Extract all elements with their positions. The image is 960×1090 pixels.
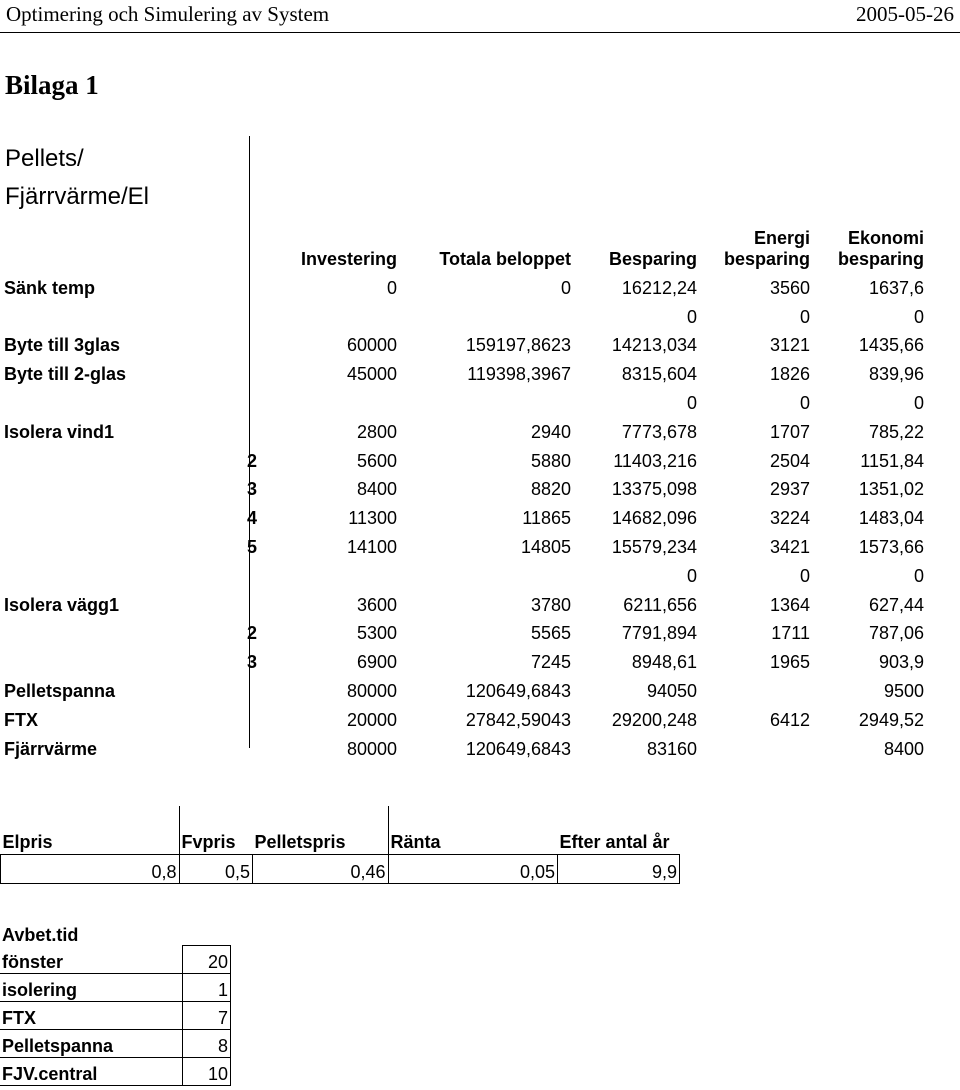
cell-num [184,356,261,385]
cell-num: 4 [246,508,257,529]
table-row [0,414,926,443]
param-header-elpris: Elpris [2,832,53,852]
payback-row [0,1058,231,1086]
param-header-pelletspris: Pelletspris [254,832,346,852]
cell-label: Isolera vind1 [4,421,115,442]
cell-en: 0 [799,565,810,586]
cell-tot: 5880 [530,450,571,471]
payback-row [0,1030,231,1058]
cell-bes: 15579,234 [611,536,697,557]
cell-inv: 0 [386,277,397,298]
param-header-ranta: Ränta [388,806,558,855]
payback-label: FJV.central [0,1058,183,1086]
cell-num [184,270,261,299]
cell-inv: 14100 [346,536,397,557]
cell-en [699,731,812,760]
cell-en: 1826 [769,364,810,385]
cell-num [184,731,261,760]
cell-label: Byte till 3glas [4,335,121,356]
table-row [0,587,926,616]
payback-label: fönster [0,946,183,974]
payback-row [0,946,231,974]
cell-inv [261,299,399,328]
payback-label: FTX [0,1002,183,1030]
cell-bes: 29200,248 [611,709,697,730]
parameters-table [0,806,680,884]
document-date: 2005-05-26 [856,2,954,26]
cell-num: 3 [246,479,257,500]
cell-en [699,673,812,702]
payback-value: 7 [183,1002,231,1030]
cell-inv: 80000 [346,680,397,701]
cell-tot: 14805 [520,536,571,557]
cell-tot: 119398,3967 [467,364,571,385]
cell-label [0,558,184,587]
cell-bes: 6211,656 [623,594,697,615]
cell-en: 1965 [769,652,810,673]
payback-table [0,918,231,1086]
cell-label: Isolera vägg1 [4,594,120,615]
payback-label: Pelletspanna [0,1030,183,1058]
cell-en: 2504 [769,450,810,471]
cell-inv [261,385,399,414]
cell-tot: 120649,6843 [465,680,571,701]
cell-bes: 14213,034 [611,335,697,356]
table-row [0,299,926,328]
payback-row [0,1002,231,1030]
cell-ek: 0 [913,565,924,586]
section-title-line1: Pellets/ [5,145,84,172]
table-row [0,443,926,472]
table-row [0,472,926,501]
cell-label [0,529,184,558]
header-besparing: Besparing [608,249,697,269]
cell-label [0,472,184,501]
cell-bes: 16212,24 [621,277,697,298]
cell-tot: 0 [560,277,571,298]
cell-tot [399,558,573,587]
cell-ek: 8400 [883,738,924,759]
header-investering: Investering [300,249,397,269]
payback-title: Avbet.tid [2,924,79,945]
cell-en: 3224 [769,508,810,529]
cell-en: 3121 [769,335,810,356]
table-row [0,529,926,558]
cell-label [0,299,184,328]
payback-row [0,974,231,1002]
cell-ek: 903,9 [878,652,924,673]
table-row [0,644,926,673]
cell-num [184,328,261,357]
page-header [0,0,960,33]
cell-ek: 839,96 [868,364,924,385]
payback-value: 20 [183,946,231,974]
cell-ek: 1435,66 [858,335,924,356]
cell-inv: 6900 [356,652,397,673]
cell-ek: 1151,84 [860,450,924,471]
cell-ek: 1637,6 [868,277,924,298]
cell-tot: 2940 [530,421,571,442]
param-ranta: 0,05 [388,855,558,884]
cell-ek: 2949,52 [858,709,924,730]
cell-inv [261,558,399,587]
table-row [0,385,926,414]
cell-inv: 8400 [356,479,397,500]
cell-ek: 0 [913,392,924,413]
table-row [0,673,926,702]
cell-num: 2 [246,450,257,471]
appendix-heading: Bilaga 1 [5,70,99,100]
cell-label: Fjärrvärme [4,738,98,759]
cell-bes: 0 [686,565,697,586]
cell-en: 0 [799,306,810,327]
cell-num [184,702,261,731]
cell-ek: 0 [913,306,924,327]
payback-value: 8 [183,1030,231,1058]
table-row [0,500,926,529]
header-energi: Energi besparing [723,228,810,269]
param-elpris: 0,8 [1,855,180,884]
param-header-fvpris: Fvpris [179,806,253,855]
parameters-values-row [1,855,680,884]
table-row [0,731,926,760]
cell-num [184,414,261,443]
param-pelletspris: 0,46 [253,855,389,884]
cell-inv: 2800 [356,421,397,442]
cell-tot [399,385,573,414]
section-title [5,140,149,216]
cell-tot: 159197,8623 [465,335,571,356]
cell-inv: 11300 [348,508,397,529]
param-header-efter: Efter antal år [559,832,670,852]
payback-header-row [0,918,231,946]
cell-tot: 120649,6843 [465,738,571,759]
cell-label [0,616,184,645]
cell-ek: 1573,66 [858,536,924,557]
cell-bes: 13375,098 [611,479,697,500]
cell-bes: 83160 [646,738,697,759]
param-fvpris: 0,5 [179,855,253,884]
cell-bes: 94050 [646,680,697,701]
header-totala: Totala beloppet [439,249,571,269]
cell-inv: 3600 [356,594,397,615]
cell-tot: 11865 [522,508,571,529]
cell-tot: 8820 [530,479,571,500]
cell-ek: 1351,02 [858,479,924,500]
cell-en: 0 [799,392,810,413]
cell-label: Sänk temp [4,277,96,298]
cell-tot: 7245 [530,652,571,673]
cell-en: 1707 [769,421,810,442]
cell-num [184,673,261,702]
cell-inv: 5300 [356,623,397,644]
cell-en: 6412 [769,709,810,730]
cell-bes: 8948,61 [631,652,697,673]
cell-en: 1364 [769,594,810,615]
parameters-header-row [1,806,680,855]
table-row [0,616,926,645]
cell-label [0,443,184,472]
cell-label [0,644,184,673]
savings-table [0,212,926,760]
param-efter-antal-ar: 9,9 [558,855,680,884]
cell-inv: 20000 [346,709,397,730]
cell-inv: 45000 [346,364,397,385]
cell-ek: 627,44 [868,594,924,615]
table-row [0,558,926,587]
document-title: Optimering och Simulering av System [6,2,330,26]
table-row [0,270,926,299]
cell-tot: 5565 [530,623,571,644]
cell-inv: 60000 [346,335,397,356]
cell-bes: 7791,894 [621,623,697,644]
cell-label [0,500,184,529]
cell-num [184,558,261,587]
cell-num: 3 [246,652,257,673]
cell-num [184,385,261,414]
section-title-line2: Fjärrvärme/El [5,183,150,210]
cell-en: 3560 [769,277,810,298]
cell-label [0,385,184,414]
cell-ek: 785,22 [868,421,924,442]
payback-value: 10 [183,1058,231,1086]
table-row [0,356,926,385]
cell-num: 5 [246,536,257,557]
cell-tot [399,299,573,328]
cell-num: 2 [246,623,257,644]
cell-bes: 11403,216 [613,450,697,471]
cell-label: Pelletspanna [4,680,116,701]
cell-inv: 5600 [356,450,397,471]
payback-value: 1 [183,974,231,1002]
cell-bes: 0 [686,392,697,413]
table-row [0,702,926,731]
cell-bes: 14682,096 [611,508,697,529]
cell-ek: 9500 [883,680,924,701]
table-row [0,328,926,357]
cell-en: 1711 [771,623,810,644]
cell-tot: 27842,59043 [465,709,571,730]
cell-inv: 80000 [346,738,397,759]
cell-bes: 0 [686,306,697,327]
cell-en: 3421 [769,536,810,557]
cell-num [184,587,261,616]
cell-ek: 787,06 [868,623,924,644]
header-ekonomi: Ekonomi besparing [837,228,924,269]
payback-label: isolering [0,974,183,1002]
cell-bes: 7773,678 [621,421,697,442]
cell-en: 2937 [769,479,810,500]
table-header-row [0,212,926,270]
cell-label: FTX [4,709,38,730]
cell-label: Byte till 2-glas [4,364,127,385]
cell-num [184,299,261,328]
cell-tot: 3780 [530,594,571,615]
cell-bes: 8315,604 [621,364,697,385]
cell-ek: 1483,04 [858,508,924,529]
